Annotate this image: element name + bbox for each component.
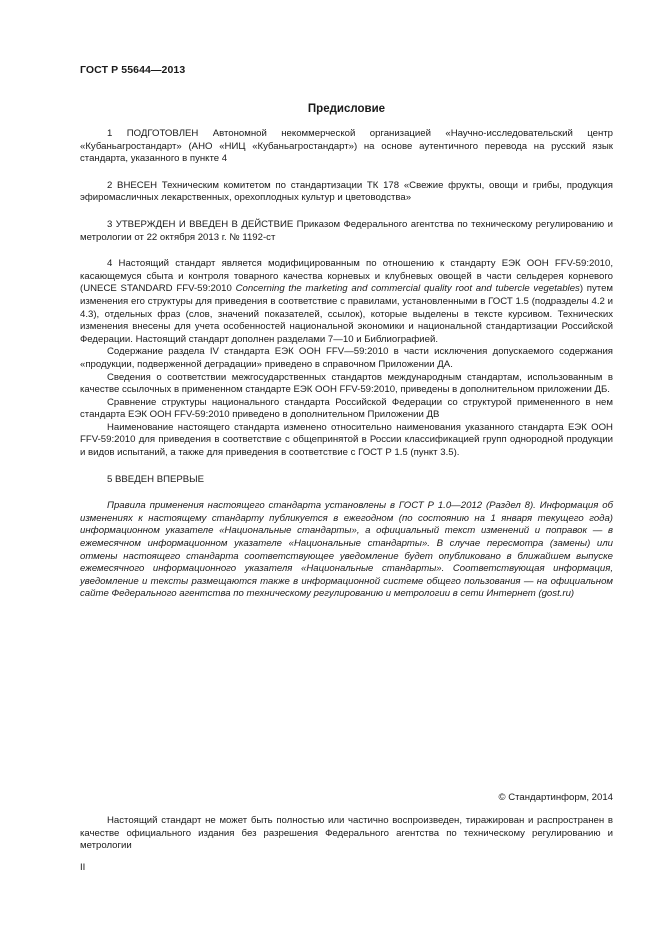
standard-code-header: ГОСТ Р 55644—2013 [80, 64, 186, 76]
section-4-paragraph-2: Содержание раздела IV стандарта ЕЭК ООН FFV—59:2010 в части исключения допускаемого содержания «продукции, подверженной деградации» приведено в справочном Приложении ДА. [80, 346, 613, 370]
section-2-introduced: 2 ВНЕСЕН Техническим комитетом по стандартизации ТК 178 «Свежие фрукты, овощи и грибы, продукция эфиромасличных лекарственных, орехоплодных культур и цветоводства» [80, 179, 613, 204]
copyright: © Стандартинформ, 2014 [498, 792, 613, 803]
section-4-paragraph-3: Сведения о соответствии межгосударственных стандартов международным стандартам, использованным в качестве ссылочных в примененном стандарте ЕЭК ООН FFV-59:2010, приведены в дополнительном приложении ДБ. [80, 371, 613, 396]
reproduction-notice: Настоящий стандарт не может быть полностью или частично воспроизведен, тиражирован и распространен в качестве официального издания без разрешения Федерального агентства по техническому регулированию и метрологии [80, 815, 613, 852]
rules-notice: Правила применения настоящего стандарта установлены в ГОСТ Р 1.0—2012 (Раздел 8). Информация об изменениях к настоящему стандарту публикуется в ежегодном (по состоянию на 1 января текущего года) информационном указателе «Национальные стандарты», а официальный текст изменений и поправок — в ежемесячном информационном указателе «Национальные стандарты». В случае пересмотра (замены) или отмены настоящего стандарта соответствующее уведомление будет опубликовано в ближайшем выпуске ежемесячного информационного указателя «Национальные стандарты». Соответствующая информация, уведомление и тексты размещаются также в информационной системе общего пользования — на официальном сайте Федерального агентства по техническому регулированию и метрологии в сети Интернет (gost.ru) [80, 500, 613, 600]
page-number: II [80, 862, 86, 873]
section-4-paragraph-5: Наименование настоящего стандарта изменено относительно наименования указанного стандарта ЕЭК ООН FFV-59:2010 для приведения в соответствие с общепринятой в России классификацией групп однородной продукции и видов испытаний, а также для приведения в соответствие с ГОСТ Р 1.5 (пункт 3.5). [80, 421, 613, 459]
section-4-modification [80, 258, 613, 346]
section-4-italic-title: Concerning the marketing and commercial quality root and tubercle vegetables [235, 283, 580, 295]
section-3-approved: 3 УТВЕРЖДЕН И ВВЕДЕН В ДЕЙСТВИЕ Приказом Федерального агентства по техническому регулированию и метрологии от 22 октября 2013 г. № 1192-ст [80, 218, 613, 243]
section-5-first-introduced: 5 ВВЕДЕН ВПЕРВЫЕ [107, 473, 205, 485]
page-title: Предисловие [307, 103, 386, 115]
rules-notice-block [80, 500, 613, 601]
section-4-text-end: ) путем изменения его структуры для приведения в соответствие с правилами, установленными в ГОСТ 1.5 (подразделы 4.2 и 4.3), отдельных фраз (слов, значений показателей, ссылок), которые выделены в тексте курсивом. Технических изменения внесены для учета особенностей национальной экономики и национальной стандартизации Российской Федерации. Настоящий стандарт дополнен разделами 7—10 и Библиографией. [80, 283, 613, 345]
section-4-paragraph-4: Сравнение структуры национального стандарта Российской Федерации со структурой примененного в нем стандарта ЕЭК ООН FFV-59:2010 приведено в дополнительном Приложении ДВ [80, 396, 613, 421]
section-4-text-start: 4 Настоящий стандарт является модифицированным по отношению к стандарту ЕЭК ООН FFV-59:2010, касающемуся сбыта и контроля товарного качества корневых и клубневых овощей в части сельдерея корневого (UNECE STANDARD FFV-59:2010 [80, 258, 613, 295]
preface-content [80, 128, 613, 601]
section-1-prepared: 1 ПОДГОТОВЛЕН Автономной некоммерческой организацией «Научно-исследовательский центр «Кубаньагростандарт» (АНО «НИЦ «Кубаньагростандарт») на основе аутентичного перевода на русский язык стандарта, указанного в пункте 4 [80, 128, 613, 165]
